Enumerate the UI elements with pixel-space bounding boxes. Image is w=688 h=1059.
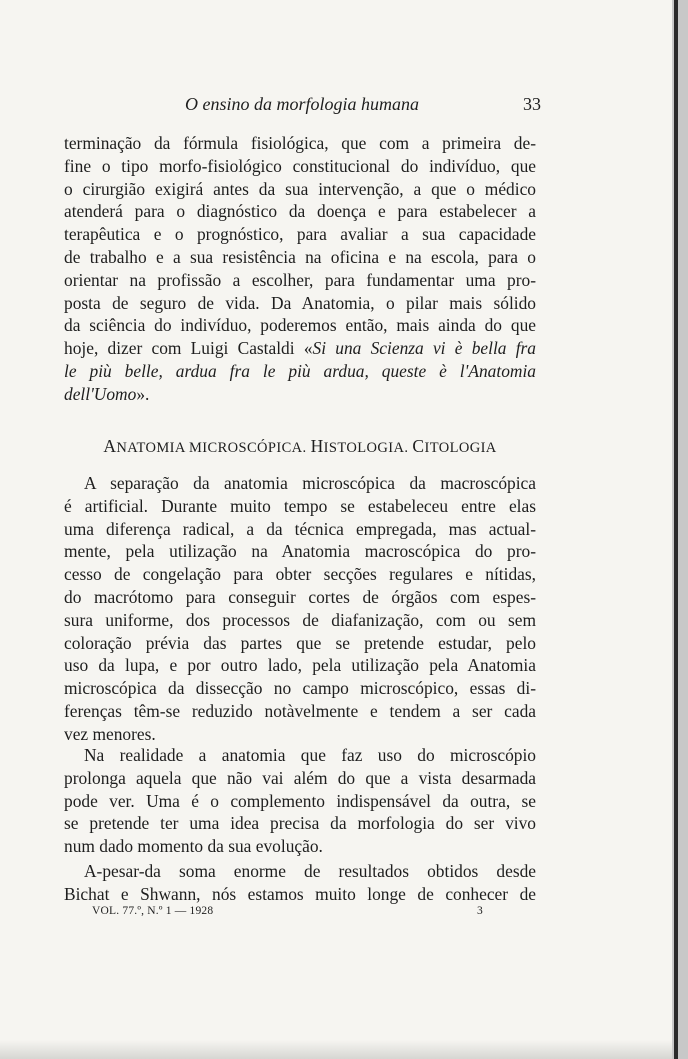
- text-line: coloração prévia das partes que se pretende estudar, pelo: [64, 632, 536, 653]
- heading-text: NATOMIA MICROSCÓPICA.: [116, 440, 307, 456]
- heading-initial: C: [412, 436, 425, 456]
- text-line: de trabalho e a sua resistência na oficina e na escola, para o: [64, 246, 536, 267]
- text-line: Bichat e Shwann, nós estamos muito longe de conhecer de: [64, 883, 536, 904]
- italian-quote: Si una Scienza vi è bella fra: [312, 338, 536, 359]
- paragraph-2: [64, 472, 536, 746]
- heading-text: ITOLOGIA: [424, 440, 497, 456]
- quote-intro: hoje, dizer com Luigi Castaldi «: [64, 338, 313, 359]
- text-line: pode ver. Uma é o complemento indispensável da outra, se: [64, 790, 536, 811]
- text-line: orientar na profissão a escolher, para fundamentar uma pro-: [64, 269, 536, 290]
- text-line: é artificial. Durante muito tempo se estabeleceu entre elas: [64, 495, 536, 516]
- text-line: prolonga aquela que não vai além do que a vista desarmada: [64, 767, 536, 788]
- text-line: A-pesar-da soma enorme de resultados obtidos desde: [84, 861, 536, 881]
- text-line: cesso de congelação para obter secções regulares e nítidas,: [64, 564, 536, 585]
- text-line: se pretende ter uma idea precisa da morfologia do ser vivo: [64, 813, 536, 834]
- page-number: 33: [523, 94, 541, 114]
- text-line: [64, 383, 536, 406]
- text-line: ferenças têm-se reduzido notàvelmente e tendem a ser cada: [64, 700, 536, 721]
- text-line: uma diferença radical, a da técnica empregada, mas actual-: [64, 518, 536, 539]
- text-line: Na realidade a anatomia que faz uso do microscópio: [84, 745, 536, 765]
- text-line: [64, 337, 536, 360]
- italian-quote: dell'Uomo: [64, 383, 137, 404]
- text-line: da sciência do indivíduo, poderemos então, mais ainda do que: [64, 315, 536, 336]
- text-line: [64, 360, 536, 383]
- text-line: do macrótomo para conseguir cortes de órgãos com espes-: [64, 586, 536, 607]
- signature-mark: 3: [477, 905, 483, 917]
- text-line: sura uniforme, dos processos de diafanização, com ou sem: [64, 609, 536, 630]
- text-line: terapêutica e o prognóstico, para avaliar a sua capacidade: [64, 224, 536, 245]
- running-title: O ensino da morfologia humana: [185, 94, 419, 114]
- heading-initial: H: [310, 436, 324, 456]
- paragraph-4: [64, 860, 536, 906]
- section-heading: [0, 436, 600, 457]
- text-line: o cirurgião exigirá antes da sua intervenção, a que o médico: [64, 178, 536, 199]
- text-line: num dado momento da sua evolução.: [64, 836, 323, 857]
- text-line: fine o tipo morfo-fisiológico constitucional do indivíduo, que: [64, 155, 536, 176]
- scan-bottom-shadow: [0, 1040, 672, 1059]
- scan-binding-edge: [672, 0, 688, 1059]
- text-line: vez menores.: [64, 723, 156, 744]
- text-line: terminação da fórmula fisiológica, que com a primeira de-: [64, 133, 536, 153]
- text-line: posta de seguro de vida. Da Anatomia, o pilar mais sólido: [64, 292, 536, 313]
- paragraph-1: [64, 132, 536, 406]
- heading-text: ISTOLOGIA.: [323, 440, 409, 456]
- quote-close: ».: [136, 383, 150, 404]
- text-line: uso da lupa, e por outro lado, pela utilização pela Anatomia: [64, 655, 536, 676]
- text-line: microscópica da dissecção no campo microscópico, essas di-: [64, 678, 536, 699]
- text-line: A separação da anatomia microscópica da macroscópica: [84, 473, 536, 493]
- italian-quote: le più belle, ardua fra le più ardua, queste è l'Anatomia: [64, 360, 536, 381]
- text-line: mente, pela utilização na Anatomia macroscópica do pro-: [64, 541, 536, 562]
- text-line: atenderá para o diagnóstico da doença e para estabelecer a: [64, 201, 536, 222]
- paragraph-3: [64, 744, 536, 858]
- heading-initial: A: [103, 436, 117, 456]
- volume-line: VOL. 77.º, N.º 1 — 1928: [92, 905, 214, 917]
